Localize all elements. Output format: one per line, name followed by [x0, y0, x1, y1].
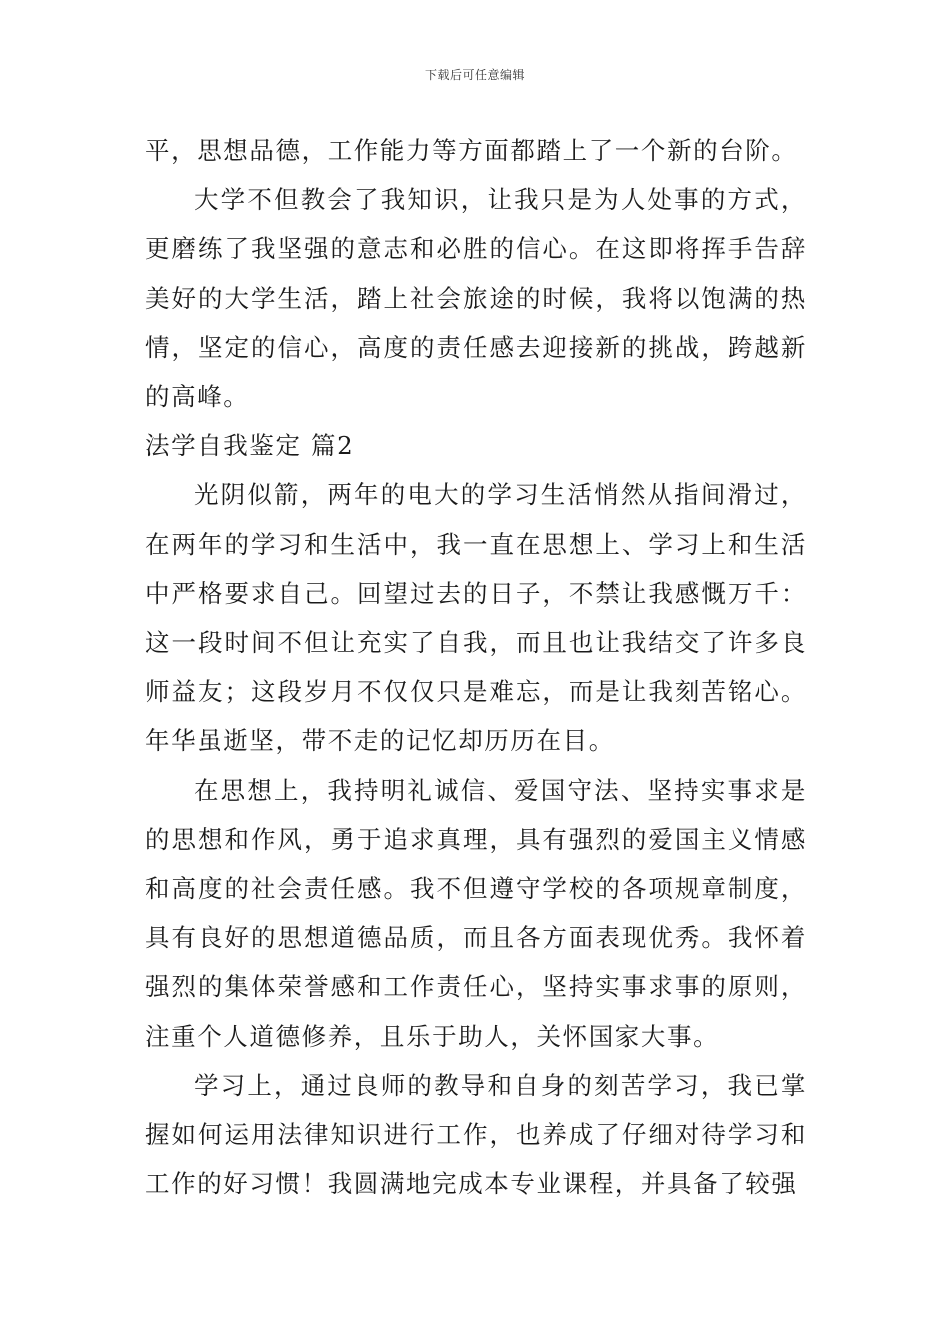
paragraph: 学习上，通过良师的教导和自身的刻苦学习，我已掌握如何运用法律知识进行工作，也养成了仔细对待学习和工作的好习惯！我圆满地完成本专业课程，并具备了较强 — [145, 1070, 807, 1199]
paragraph-continuation: 平，思想品德，工作能力等方面都踏上了一个新的台阶。 — [145, 136, 798, 165]
section-heading: 法学自我鉴定 篇2 — [145, 431, 355, 461]
paragraph: 光阴似箭，两年的电大的学习生活悄然从指间滑过，在两年的学习和生活中，我一直在思想上、学习上和生活中严格要求自己。回望过去的日子，不禁让我感慨万千：这一段时间不但让充实了自我，而且也让我结交了许多良师益友；这段岁月不仅仅只是难忘，而是让我刻苦铭心。年华虽逝坚，带不走的记忆却历历在目。 — [145, 480, 807, 756]
document-body — [145, 126, 807, 1208]
paragraph: 在思想上，我持明礼诚信、爱国守法、坚持实事求是的思想和作风，勇于追求真理，具有强烈的爱国主义情感和高度的社会责任感。我不但遵守学校的各项规章制度，具有良好的思想道德品质，而且各方面表现优秀。我怀着强烈的集体荣誉感和工作责任心，坚持实事求事的原则，注重个人道德修养，且乐于助人，关怀国家大事。 — [145, 775, 807, 1051]
paragraph: 大学不但教会了我知识，让我只是为人处事的方式，更磨练了我坚强的意志和必胜的信心。在这即将挥手告辞美好的大学生活，踏上社会旅途的时候，我将以饱满的热情，坚定的信心，高度的责任感去迎接新的挑战，跨越新的高峰。 — [145, 185, 807, 412]
download-note: 下载后可任意编辑 — [424, 68, 525, 82]
